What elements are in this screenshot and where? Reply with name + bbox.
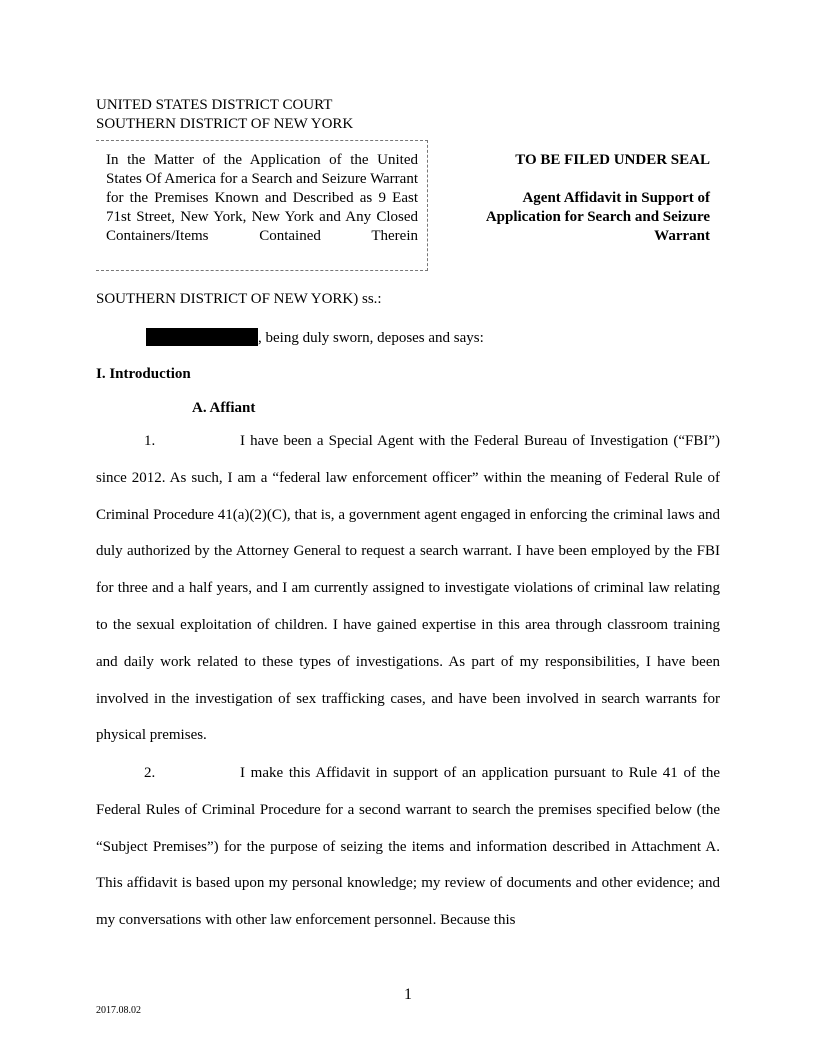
case-caption-text: In the Matter of the Application of the United States Of America for a Search and Seizure Warrant for the Premises Known and Described as 9 East 71st Street, New York, New York and Any Closed Containers/Items Contained Therein xyxy=(106,152,418,244)
section-heading: I. Introduction xyxy=(96,366,191,382)
paragraph xyxy=(96,755,720,939)
paragraph-number: 2. xyxy=(144,765,156,781)
court-district-line: SOUTHERN DISTRICT OF NEW YORK xyxy=(96,116,354,132)
court-name-line: UNITED STATES DISTRICT COURT xyxy=(96,97,333,113)
footer-date: 2017.08.02 xyxy=(96,1005,141,1016)
page-number: 1 xyxy=(404,986,412,1003)
paragraph-text: I make this Affidavit in support of an application pursuant to Rule 41 of the Federal Rules of Criminal Procedure for a second warrant to search the premises specified below (the “Subject Premises”) for the purpose of seizing the items and information described in Attachment A. This affidavit is based upon my personal knowledge; my review of documents and other evidence; and my conversations with other law enforcement personnel. Because this xyxy=(96,765,720,929)
sworn-statement-text: , being duly sworn, deposes and says: xyxy=(258,330,484,346)
subsection-heading: A. Affiant xyxy=(192,400,256,416)
sworn-statement-line xyxy=(146,328,484,347)
redaction-block xyxy=(146,328,258,346)
paragraph xyxy=(96,423,720,754)
filed-under-seal-notice: TO BE FILED UNDER SEAL xyxy=(515,152,710,168)
paragraph-number: 1. xyxy=(144,433,156,449)
venue-line: SOUTHERN DISTRICT OF NEW YORK) ss.: xyxy=(96,291,382,307)
paragraph-text: I have been a Special Agent with the Federal Bureau of Investigation (“FBI”) since 2012. As such, I am a “federal law enforcement officer” within the meaning of Federal Rule of Criminal Procedure 41(a)(2)(C), that is, a government agent engaged in enforcing the criminal laws and duly authorized by the Attorney General to request a search warrant. I have been employed by the FBI for three and a half years, and I am currently assigned to investigate violations of criminal law relating to the sexual exploitation of children. I have gained expertise in this area through classroom training and daily work related to these types of investigations. As part of my responsibilities, I have been involved in the investigation of sex trafficking cases, and have been involved in search warrants for physical premises. xyxy=(96,433,720,744)
document-title: Agent Affidavit in Support of Application for Search and Seizure Warrant xyxy=(485,190,710,244)
court-heading xyxy=(96,96,353,134)
